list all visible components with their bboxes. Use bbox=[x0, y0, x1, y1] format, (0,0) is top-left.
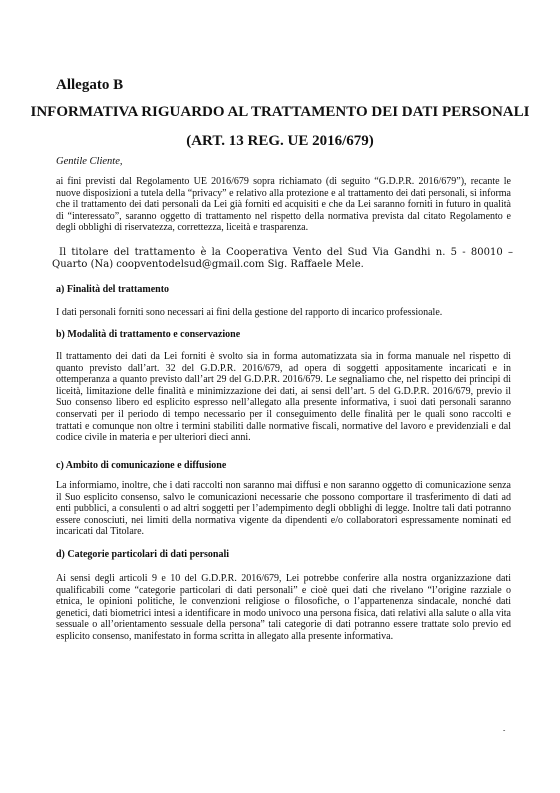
document-title: INFORMATIVA RIGUARDO AL TRATTAMENTO DEI DATI PERSONALI bbox=[30, 104, 530, 120]
document-subtitle: (ART. 13 REG. UE 2016/679) bbox=[186, 133, 374, 149]
section-heading-processing: b) Modalità di trattamento e conservazione bbox=[56, 329, 241, 340]
intro-paragraph: ai fini previsti dal Regolamento UE 2016/679 sopra richiamato (di seguito “G.D.P.R. 2016/679”), recante le nuove disposizioni a tutela della “privacy” e relativo alla protezione e al trattamento dei dati personali, si informa che il trattamento dei dati personali da Lei già forniti ed acquisiti e che da Lei saranno forniti in futuro in qualità di “interessato”, saranno oggetto di trattamento nel rispetto della normativa prevista dal citato Regolamento e degli obblighi di riservatezza, correttezza, liceità e trasparenza. bbox=[56, 176, 511, 234]
annex-label: Allegato B bbox=[56, 77, 124, 93]
section-body-processing: Il trattamento dei dati da Lei forniti è svolto sia in forma automatizzata sia in forma manuale nel rispetto di quanto previsto dall’art. 32 del G.D.P.R. 2016/679, ad opera di soggetti appositamente incaricati e in ottemperanza a quanto previsto dall’art 29 del G.D.P.R. 2016/679. Le segnaliamo che, nel rispetto dei principi di liceità, limitazione delle finalità e minimizzazione dei dati, ai sensi dell’art. 5 del G.D.P.R. 2016/679, previo il Suo consenso libero ed esplicito espresso nell’allegato alla presente informativa, i suoi dati personali saranno conservati per il periodo di tempo necessario per il conseguimento delle finalità per le quali sono raccolti e trattati e comunque non oltre i termini stabiliti dalle normative fiscali, normative del lavoro e previdenziali e dal codice civile in materia e per ulteriori dieci anni. bbox=[56, 351, 511, 444]
section-heading-purpose: a) Finalità del trattamento bbox=[56, 284, 170, 295]
controller-paragraph: Il titolare del trattamento è la Cooperativa Vento del Sud Via Gandhi n. 5 - 80010 – Quarto (Na) coopventodelsud@gmail.com Sig. Raffaele Mele. bbox=[52, 247, 513, 270]
page-mark: - bbox=[503, 726, 506, 734]
section-heading-communication: c) Ambito di comunicazione e diffusione bbox=[56, 460, 227, 471]
section-body-special-categories: Ai sensi degli articoli 9 e 10 del G.D.P.R. 2016/679, Lei potrebbe conferire alla nostra organizzazione dati qualificabili come “categorie particolari di dati personali” e cioè quei dati che rivelano “l’origine razziale o etnica, le opinioni politiche, le convenzioni religiose o filosofiche, o l’appartenenza sindacale, nonché dati genetici, dati biometrici intesi a identificare in modo univoco una persona fisica, dati relativi alla salute o alla vita sessuale o all’orientamento sessuale della persona” tali categorie di dati potranno essere trattate solo previo ed esplicito consenso, manifestato in forma scritta in allegato alla presente informativa. bbox=[56, 573, 511, 642]
section-body-communication: La informiamo, inoltre, che i dati raccolti non saranno mai diffusi e non saranno oggetto di comunicazione senza il Suo esplicito consenso, salvo le comunicazioni necessarie che possono comportare il trasferimento di dati ad enti pubblici, a consulenti o ad altri soggetti per l’adempimento degli obblighi di legge. Inoltre tali dati potranno essere conosciuti, nei limiti della normativa vigente da dipendenti e/o collaboratori espressamente nominati ed incaricati dal Titolare. bbox=[56, 480, 511, 538]
section-body-purpose: I dati personali forniti sono necessari ai fini della gestione del rapporto di incarico professionale. bbox=[56, 307, 443, 318]
greeting: Gentile Cliente, bbox=[56, 156, 123, 167]
section-heading-special-categories: d) Categorie particolari di dati personali bbox=[56, 549, 230, 560]
